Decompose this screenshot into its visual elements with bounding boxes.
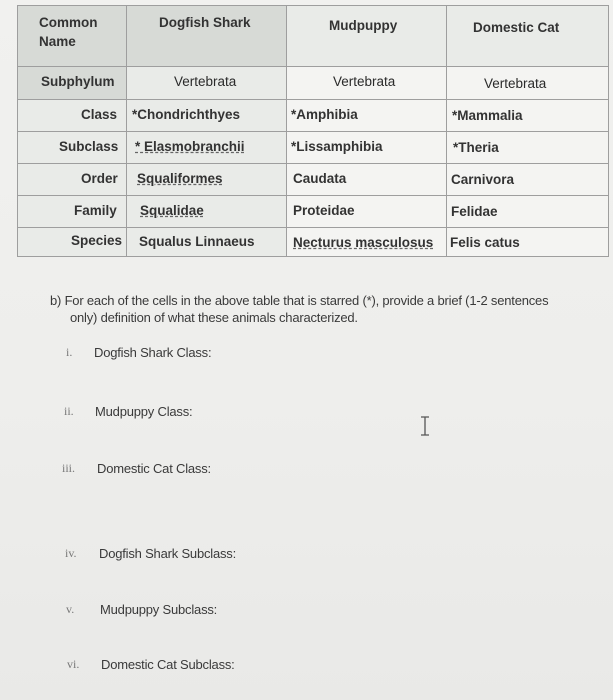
cat-cell — [447, 67, 609, 100]
classification-table — [17, 5, 609, 257]
cat-value: Felidae — [451, 204, 498, 219]
item-cat-subclass: Domestic Cat Subclass: — [101, 657, 235, 672]
cat-cell — [447, 196, 609, 228]
row-label: Order — [81, 171, 118, 186]
mudpuppy-cell — [287, 67, 447, 100]
row-label-cell — [17, 132, 127, 164]
cat-cell — [447, 132, 609, 164]
dogfish-value: Squalidae — [140, 203, 204, 218]
item-number: vi. — [67, 657, 80, 671]
header-dogfish-cell — [127, 5, 287, 67]
mudpuppy-value: Necturus masculosus — [293, 235, 434, 250]
row-label: Subphylum — [41, 74, 115, 89]
mudpuppy-cell — [287, 100, 447, 132]
cat-value: Carnivora — [451, 172, 515, 187]
dogfish-cell — [127, 100, 287, 132]
header-dogfish: Dogfish Shark — [159, 15, 251, 30]
mudpuppy-value: *Amphibia — [291, 107, 358, 122]
dogfish-value: Squaliformes — [137, 171, 223, 186]
item-number: i. — [66, 345, 73, 359]
row-label: Family — [74, 203, 117, 218]
cat-cell — [447, 164, 609, 196]
row-label-cell — [17, 228, 127, 257]
item-number: ii. — [64, 404, 74, 418]
dogfish-cell — [127, 164, 287, 196]
cat-cell — [447, 228, 609, 257]
mudpuppy-value: *Lissamphibia — [291, 139, 383, 154]
dogfish-cell — [127, 196, 287, 228]
item-number: iii. — [62, 461, 76, 475]
header-common-name-text: Common Name — [39, 15, 98, 49]
row-label-cell — [17, 67, 127, 100]
row-label-cell — [17, 100, 127, 132]
item-cat-class: Domestic Cat Class: — [97, 461, 211, 476]
row-label: Species — [71, 233, 123, 248]
row-label-cell — [17, 196, 127, 228]
mudpuppy-value: Vertebrata — [333, 74, 396, 89]
item-number: v. — [66, 602, 75, 616]
item-dogfish-subclass: Dogfish Shark Subclass: — [99, 546, 237, 561]
header-cat-cell — [447, 5, 609, 67]
item-dogfish-class: Dogfish Shark Class: — [94, 345, 212, 360]
mudpuppy-value: Proteidae — [293, 203, 355, 218]
header-cat: Domestic Cat — [473, 20, 560, 35]
row-label: Subclass — [59, 139, 119, 154]
question-line-2: only) definition of what these animals characterized. — [70, 310, 358, 325]
question-line-1: b) For each of the cells in the above table that is starred (*), provide a brief (1-2 sentences — [50, 293, 549, 308]
cat-value: Felis catus — [450, 235, 520, 250]
item-number: iv. — [65, 546, 77, 560]
dogfish-cell — [127, 228, 287, 257]
header-mudpuppy-cell — [287, 5, 447, 67]
text-cursor-icon — [419, 416, 431, 436]
dogfish-value: Vertebrata — [174, 74, 237, 89]
row-label: Class — [81, 107, 118, 122]
mudpuppy-value: Caudata — [293, 171, 347, 186]
dogfish-value: Squalus Linnaeus — [139, 234, 255, 249]
header-common-name — [17, 5, 127, 67]
item-mudpuppy-subclass: Mudpuppy Subclass: — [100, 602, 218, 617]
cat-value: *Theria — [453, 140, 499, 155]
cat-value: Vertebrata — [484, 76, 547, 91]
mudpuppy-cell — [287, 132, 447, 164]
dogfish-value: * Elasmobranchii — [135, 139, 245, 154]
header-mudpuppy: Mudpuppy — [329, 18, 398, 33]
dogfish-value: *Chondrichthyes — [132, 107, 241, 122]
dogfish-cell — [127, 132, 287, 164]
dogfish-cell — [127, 67, 287, 100]
cat-cell — [447, 100, 609, 132]
mudpuppy-cell — [287, 196, 447, 228]
cat-value: *Mammalia — [452, 108, 523, 123]
item-mudpuppy-class: Mudpuppy Class: — [95, 404, 193, 419]
mudpuppy-cell — [287, 164, 447, 196]
mudpuppy-cell — [287, 228, 447, 257]
row-label-cell — [17, 164, 127, 196]
